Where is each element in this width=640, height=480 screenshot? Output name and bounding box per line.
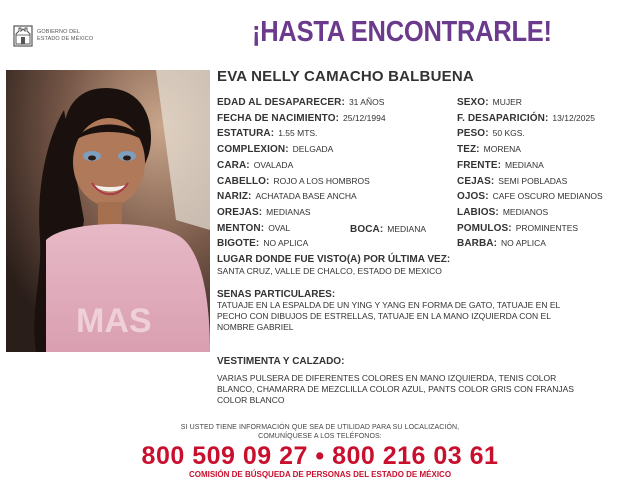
- headline: ¡HASTA ENCONTRARLE!: [252, 16, 552, 48]
- government-logo: [12, 22, 122, 48]
- field-edad: EDAD AL DESAPARECER: 31 AÑOS: [217, 97, 385, 108]
- field-boca: BOCA: MEDIANA: [350, 224, 427, 235]
- contact-notice: SI USTED TIENE INFORMACIÓN QUE SEA DE UTILIDAD PARA SU LOCALIZACIÓN, COMUNÍQUESE A LOS TELÉFONOS:: [180, 424, 460, 440]
- field-ojos: OJOS: CAFE OSCURO MEDIANOS: [457, 191, 603, 202]
- field-estatura: ESTATURA: 1.55 MTS.: [217, 128, 318, 139]
- field-nariz: NARIZ: ACHATADA BASE ANCHA: [217, 191, 357, 202]
- field-barba: BARBA: NO APLICA: [457, 238, 546, 249]
- logo-text: GOBIERNO DEL ESTADO DE MÉXICO: [37, 29, 94, 42]
- field-cejas: CEJAS: SEMI POBLADAS: [457, 176, 568, 187]
- missing-person-photo: [6, 70, 210, 352]
- field-menton: MENTON: OVAL: [217, 223, 291, 234]
- field-bigote: BIGOTE: NO APLICA: [217, 238, 309, 249]
- clothing-title: VESTIMENTA Y CALZADO:: [217, 356, 345, 367]
- state-emblem-icon: [12, 22, 34, 48]
- field-desaparicion: F. DESAPARICIÓN: 13/12/2025: [457, 113, 595, 124]
- commission-name: COMISIÓN DE BÚSQUEDA DE PERSONAS DEL ESTADO DE MÉXICO: [188, 470, 452, 479]
- field-nacimiento: FECHA DE NACIMIENTO: 25/12/1994: [217, 113, 386, 124]
- field-sexo: SEXO: MUJER: [457, 97, 522, 108]
- field-orejas: OREJAS: MEDIANAS: [217, 207, 311, 218]
- last-seen-title: LUGAR DONDE FUE VISTO(A) POR ÚLTIMA VEZ:: [217, 254, 451, 265]
- phone-numbers: 800 509 09 27 • 800 216 03 61: [141, 442, 499, 470]
- person-name: EVA NELLY CAMACHO BALBUENA: [217, 68, 474, 85]
- marks-title: SENAS PARTICULARES:: [217, 289, 336, 300]
- field-complexion: COMPLEXION: DELGADA: [217, 144, 334, 155]
- field-pomulos: POMULOS: PROMINENTES: [457, 223, 579, 234]
- svg-text:MAS: MAS: [76, 302, 152, 340]
- field-labios: LABIOS: MEDIANOS: [457, 207, 549, 218]
- field-frente: FRENTE: MEDIANA: [457, 160, 544, 171]
- field-tez: TEZ: MORENA: [457, 144, 521, 155]
- clothing-text: VARIAS PULSERA DE DIFERENTES COLORES EN MANO IZQUIERDA, TENIS COLOR BLANCO, CHAMARRA DE MEZCLILLA COLOR AZUL, PANTS COLOR GRIS CON FRANJAS COLOR BLANCO: [217, 373, 574, 405]
- marks-text: TATUAJE EN LA ESPALDA DE UN YING Y YANG EN FORMA DE GATO, TATUAJE EN EL PECHO CON DIBUJOS DE ESTRELLAS, TATUAJE EN LA MANO IZQUIERDA CON EL NOMBRE GABRIEL: [217, 300, 561, 332]
- last-seen-text: SANTA CRUZ, VALLE DE CHALCO, ESTADO DE MEXICO: [217, 266, 442, 276]
- field-cabello: CABELLO: ROJO A LOS HOMBROS: [217, 176, 370, 187]
- field-cara: CARA: OVALADA: [217, 160, 294, 171]
- field-peso: PESO: 50 KGS.: [457, 128, 525, 139]
